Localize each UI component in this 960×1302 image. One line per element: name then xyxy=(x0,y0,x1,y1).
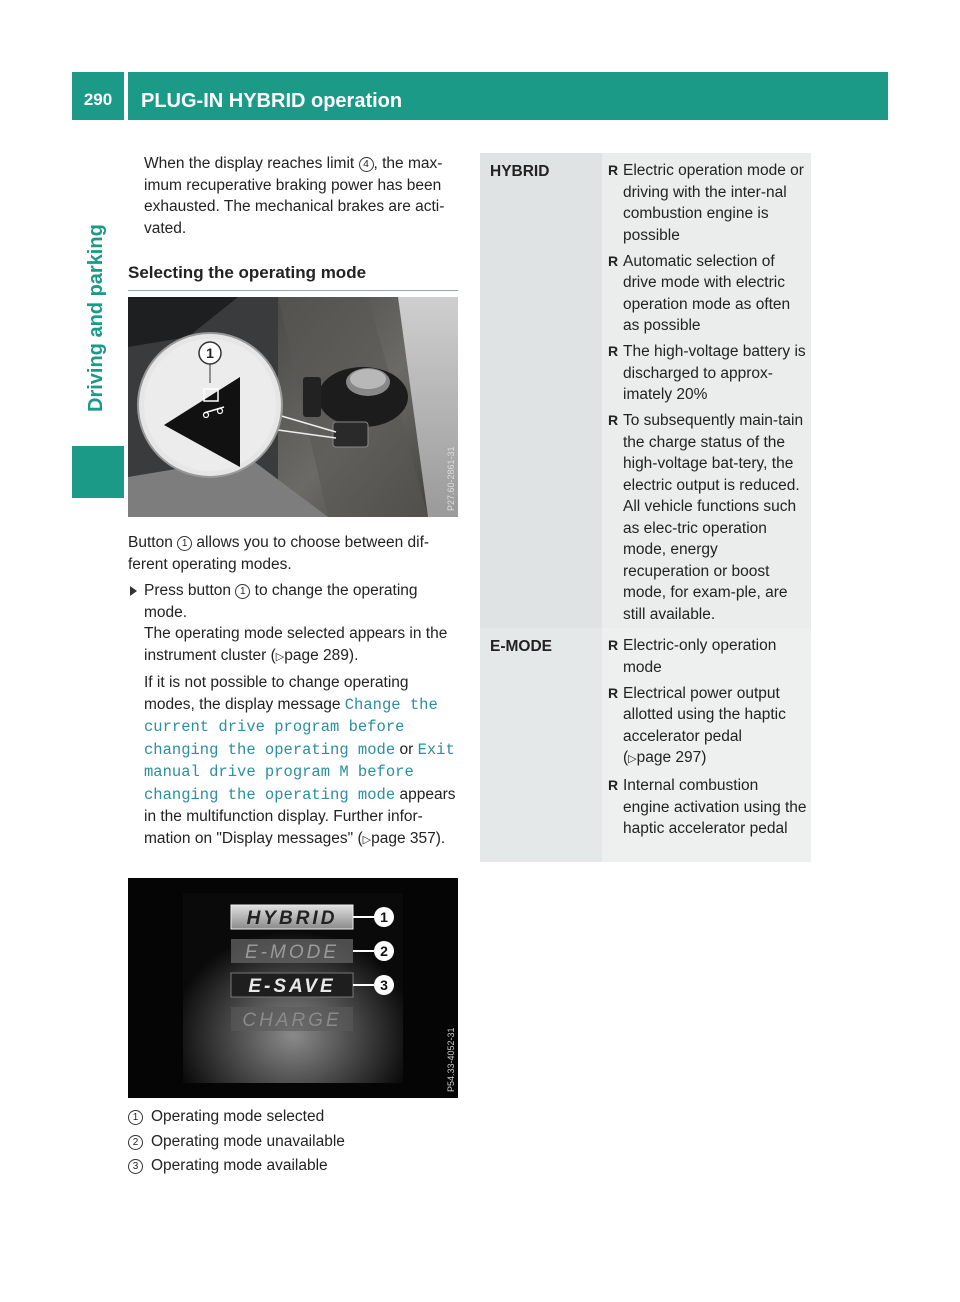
table-row xyxy=(480,628,811,862)
body-text xyxy=(128,532,458,851)
display-marker-1: 1 xyxy=(380,909,388,925)
page-ref-icon: ▷ xyxy=(275,650,285,663)
mode-charge-label: CHARGE xyxy=(242,1010,342,1031)
side-tab-marker xyxy=(72,446,124,498)
mode-name-cell: HYBRID xyxy=(480,153,602,628)
page-ref-link[interactable]: page 357 xyxy=(371,829,436,847)
body-p1-text-cont: allows you to choose between dif-ferent operating modes. xyxy=(128,534,430,573)
list-item: R The high-voltage battery is discharged to approx-imately 20% xyxy=(608,341,807,406)
marker-1-icon: 1 xyxy=(235,584,250,599)
operating-mode-table xyxy=(480,153,811,862)
mode-esave-label: E-SAVE xyxy=(248,976,336,997)
page-number: 290 xyxy=(72,72,124,120)
step-text: Press button xyxy=(144,582,236,599)
list-item: R To subsequently main-tain the charge status of the high-voltage bat-tery, the electric output is reduced. All vehicle functions such as elec-tric operation mode, energy recuperation or boost mode, for exam-ple, are still available. xyxy=(608,410,807,625)
list-item: R Electrical power output allotted using the haptic accelerator pedal (▷page 297) xyxy=(608,683,807,771)
display-message-1: Change the current drive program before changing the operating mode xyxy=(144,695,438,759)
legend-marker-icon: 1 xyxy=(128,1110,143,1125)
body-p1-text: Button xyxy=(128,534,178,551)
list-item: R Electric operation mode or driving with the inter-nal combustion engine is possible xyxy=(608,160,807,246)
display-marker-3: 3 xyxy=(380,977,388,993)
list-item: R Electric-only operation mode xyxy=(608,635,807,678)
display-image xyxy=(128,878,458,1098)
marker-4-icon: 4 xyxy=(359,157,374,172)
list-item-text: Electrical power output allotted using the haptic accelerator pedal xyxy=(623,684,786,745)
console-image xyxy=(128,297,458,517)
legend-item xyxy=(128,1106,458,1128)
legend-text: Operating mode available xyxy=(151,1157,328,1174)
step-arrow-icon xyxy=(130,586,137,596)
console-marker-label: 1 xyxy=(206,345,214,361)
mode-name-cell: E-MODE xyxy=(480,628,602,862)
display-watermark: P54.33-4052-31 xyxy=(446,1027,456,1092)
side-tab-label: Driving and parking xyxy=(85,224,107,412)
step-text-cont: to change the operating mode. xyxy=(144,582,418,621)
mode-description-cell xyxy=(602,628,811,862)
mode-emode-label: E-MODE xyxy=(245,942,339,963)
legend-text: Operating mode selected xyxy=(151,1108,325,1125)
list-item: R Internal combustion engine activation using the haptic accelerator pedal xyxy=(608,775,807,840)
console-illustration xyxy=(128,297,458,517)
marker-1-icon: 1 xyxy=(177,536,192,551)
display-marker-2: 2 xyxy=(380,943,388,959)
note-text: If it is not possible to change operating modes, the display message xyxy=(144,674,409,713)
note-close: ). xyxy=(435,829,446,847)
step-item xyxy=(128,580,458,668)
page-ref-link[interactable]: page 289 xyxy=(284,646,349,664)
note-text-cont: appears in the multifunction display. Further infor-mation on "Display messages" ( xyxy=(144,785,456,847)
page-title: PLUG-IN HYBRID operation xyxy=(141,90,403,112)
page-ref-icon: ▷ xyxy=(362,833,372,846)
legend-item xyxy=(128,1131,458,1153)
intro-text: When the display reaches limit xyxy=(144,155,359,172)
note-or: or xyxy=(395,740,418,758)
console-watermark: P27.60-2861-31 xyxy=(446,446,456,511)
legend-item xyxy=(128,1155,458,1177)
legend-marker-icon: 3 xyxy=(128,1159,143,1174)
result-text: The operating mode selected appears in the instrument cluster ( xyxy=(144,625,448,664)
mode-hybrid-label: HYBRID xyxy=(246,908,338,929)
display-illustration xyxy=(128,878,458,1098)
intro-text-cont: , the max-imum recuperative braking power has been exhausted. The mechanical brakes are acti-vated. xyxy=(144,155,445,237)
note-paragraph xyxy=(128,672,458,851)
page-ref-link[interactable]: page 297 xyxy=(636,749,702,766)
list-item: R Automatic selection of drive mode with electric operation mode as often as possible xyxy=(608,251,807,337)
mode-description-cell xyxy=(602,153,811,628)
result-end: ). xyxy=(348,646,359,664)
display-message-2: Exit manual drive program M before changing the operating mode xyxy=(144,740,455,804)
intro-paragraph xyxy=(144,153,460,239)
section-heading: Selecting the operating mode xyxy=(128,262,458,291)
body-paragraph xyxy=(128,532,458,575)
page-ref-icon: ▷ xyxy=(628,753,637,765)
legend-marker-icon: 2 xyxy=(128,1135,143,1150)
legend-text: Operating mode unavailable xyxy=(151,1133,345,1150)
table-row xyxy=(480,153,811,628)
